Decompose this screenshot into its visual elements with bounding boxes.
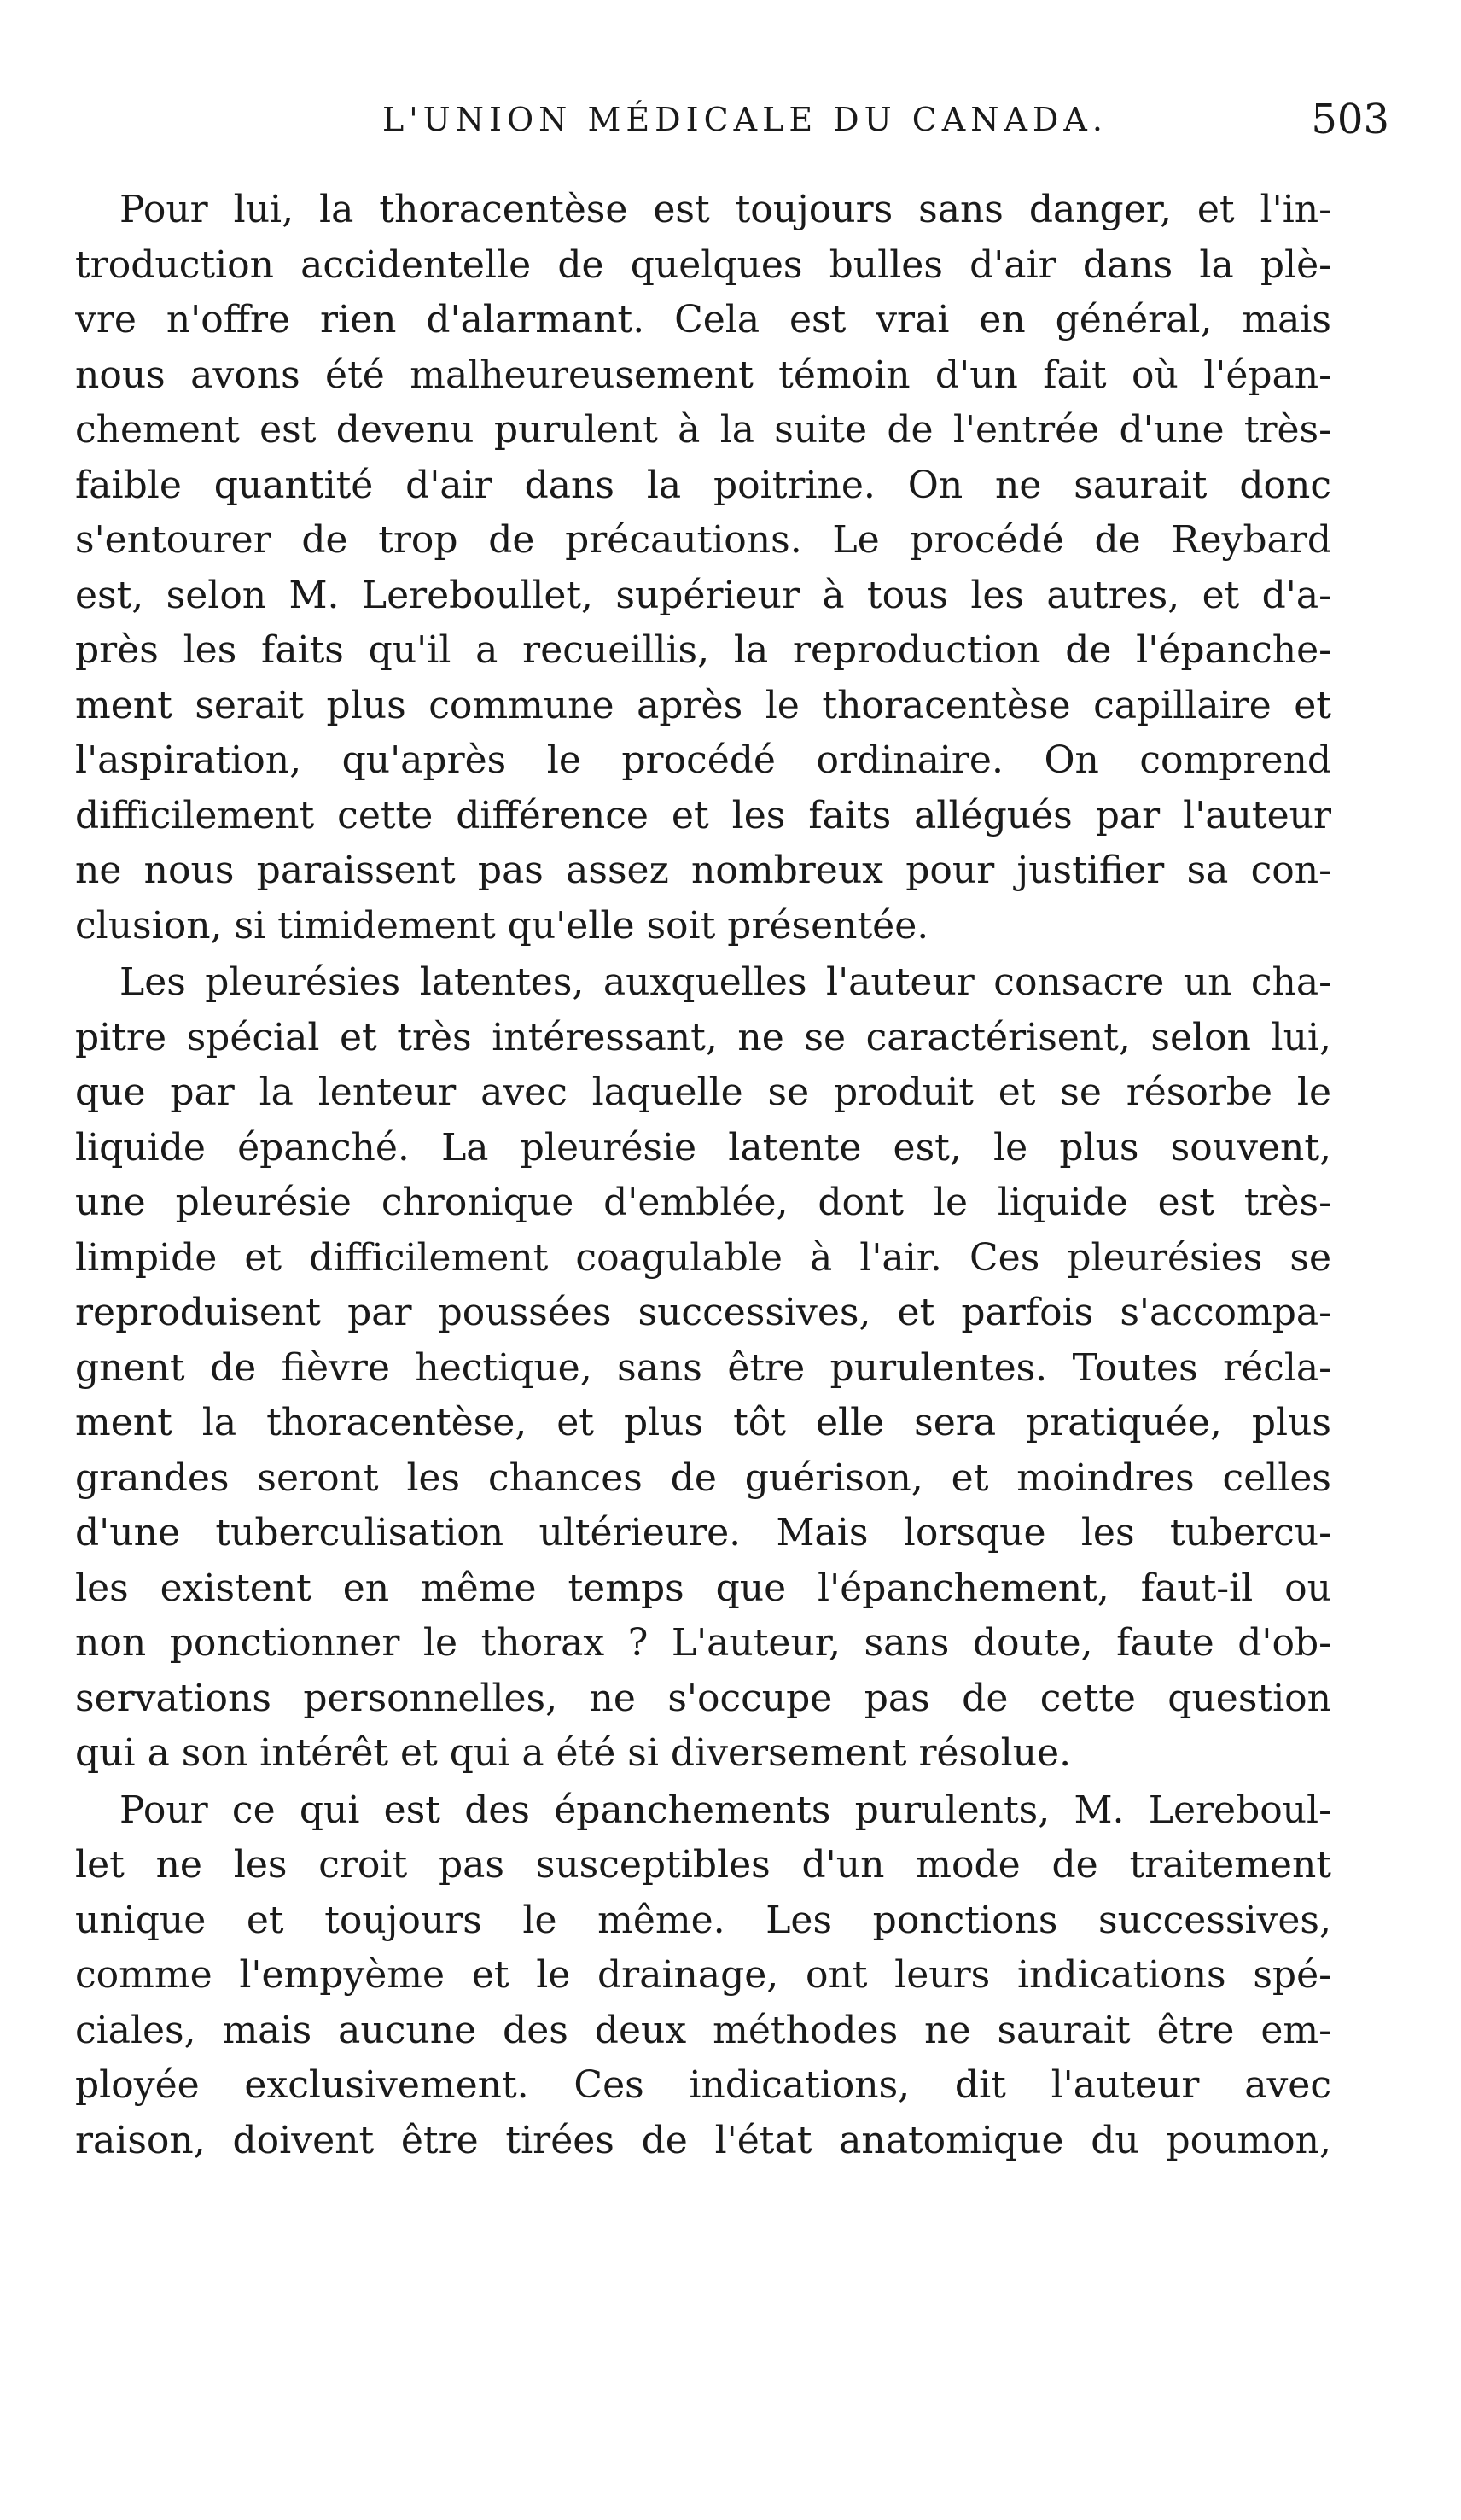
text-line: une pleurésie chronique d'emblée, dont le liquide est très- — [75, 1181, 1331, 1224]
page-number: 503 — [1311, 96, 1389, 143]
text-line: let ne les croit pas susceptibles d'un mode de traitement — [75, 1843, 1331, 1887]
paragraph-3 — [75, 1783, 1331, 2169]
text-line: près les faits qu'il a recueillis, la reproduction de l'épanche- — [75, 628, 1331, 672]
text-line: ployée exclusivement. Ces indications, dit l'auteur avec — [75, 2063, 1331, 2107]
text-line: ciales, mais aucune des deux méthodes ne saurait être em- — [75, 2008, 1331, 2052]
text-line: liquide épanché. La pleurésie latente est, le plus souvent, — [75, 1125, 1331, 1170]
text-line: clusion, si timidement qu'elle soit présentée. — [75, 903, 929, 948]
text-line: vre n'offre rien d'alarmant. Cela est vrai en général, mais — [75, 298, 1331, 341]
text-line: s'entourer de trop de précautions. Le procédé de Reybard — [75, 518, 1331, 562]
text-line: nous avons été malheureusement témoin d'un fait où l'épan- — [75, 353, 1331, 397]
text-line: unique et toujours le même. Les ponctions successives, — [75, 1898, 1331, 1942]
text-line: servations personnelles, ne s'occupe pas de cette question — [75, 1676, 1331, 1720]
paragraph-2 — [75, 955, 1331, 1782]
text-line: Les pleurésies latentes, auxquelles l'auteur consacre un cha- — [119, 960, 1331, 1004]
text-line: reproduisent par poussées successives, et parfois s'accompa- — [75, 1291, 1331, 1334]
text-line: non ponctionner le thorax ? L'auteur, sans doute, faute d'ob- — [75, 1621, 1331, 1665]
text-line: d'une tuberculisation ultérieure. Mais lorsque les tubercu- — [75, 1511, 1331, 1555]
running-title: L'UNION MÉDICALE DU CANADA. — [382, 101, 1108, 138]
text-line: l'aspiration, qu'après le procédé ordinaire. On comprend — [75, 738, 1331, 782]
text-line: qui a son intérêt et qui a été si diversement résolue. — [75, 1731, 1072, 1775]
text-line: gnent de fièvre hectique, sans être purulentes. Toutes récla- — [75, 1345, 1331, 1390]
text-line: ment la thoracentèse, et plus tôt elle sera pratiquée, plus — [75, 1401, 1331, 1444]
text-line: comme l'empyème et le drainage, ont leurs indications spé- — [75, 1953, 1331, 1997]
text-line: Pour ce qui est des épanchements purulents, M. Lereboul- — [119, 1788, 1331, 1832]
text-line: chement est devenu purulent à la suite de l'entrée d'une très- — [75, 408, 1331, 452]
text-line: limpide et difficilement coagulable à l'air. Ces pleurésies se — [75, 1235, 1331, 1280]
text-line: raison, doivent être tirées de l'état anatomique du poumon, — [75, 2118, 1331, 2162]
text-line: ne nous paraissent pas assez nombreux pour justifier sa con- — [75, 849, 1331, 892]
text-line: est, selon M. Lereboullet, supérieur à tous les autres, et d'a- — [75, 573, 1331, 617]
text-line: pitre spécial et très intéressant, ne se caractérisent, selon lui, — [75, 1015, 1331, 1059]
text-line: difficilement cette différence et les faits allégués par l'auteur — [75, 793, 1331, 837]
text-line: ment serait plus commune après le thoracentèse capillaire et — [75, 683, 1331, 727]
text-line: faible quantité d'air dans la poitrine. On ne saurait donc — [75, 463, 1331, 507]
running-head — [75, 96, 1389, 152]
text-line: troduction accidentelle de quelques bulles d'air dans la plè- — [75, 242, 1331, 287]
body-text — [75, 183, 1331, 2168]
text-line: les existent en même temps que l'épanchement, faut-il ou — [75, 1566, 1331, 1610]
paragraph-1 — [75, 183, 1331, 954]
text-line: Pour lui, la thoracentèse est toujours sans danger, et l'in- — [119, 188, 1331, 231]
text-line: grandes seront les chances de guérison, et moindres celles — [75, 1455, 1331, 1500]
text-line: que par la lenteur avec laquelle se produit et se résorbe le — [75, 1070, 1331, 1114]
